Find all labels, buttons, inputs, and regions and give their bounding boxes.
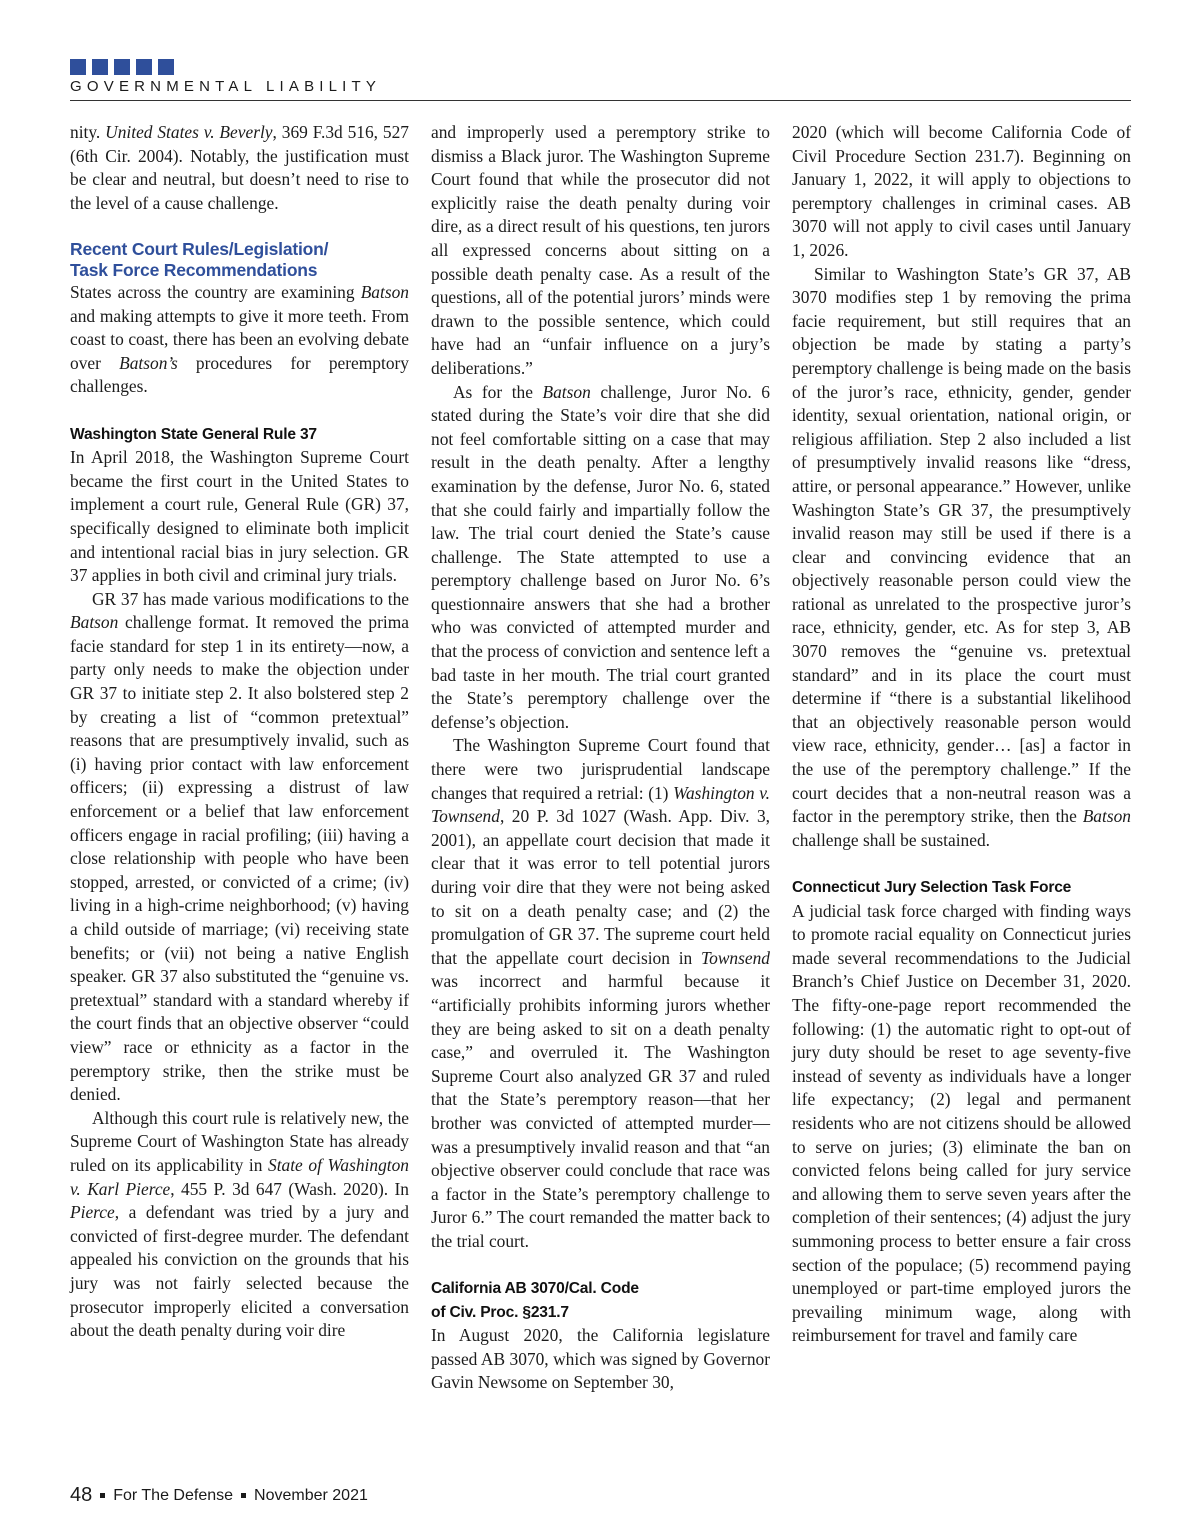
text-run: As for the — [453, 381, 543, 402]
section-marker-squares — [70, 59, 174, 75]
italic-citation: Batson — [542, 381, 591, 402]
paragraph — [792, 121, 1131, 263]
marker-square — [158, 59, 174, 75]
paragraph — [431, 381, 770, 735]
text-run: GR 37 has made various modifications to the — [92, 588, 409, 609]
text-run: , 369 F.3d 516, 527 (6th Cir. 2004). Notably, the justification must be clear and neutral, but doesn’t need to rise to the level of a cause challenge. — [70, 122, 409, 213]
paragraph — [431, 121, 770, 381]
page-footer — [70, 1484, 368, 1507]
heading-california-ab3070: California AB 3070/Cal. Code of Civ. Proc. §231.7 — [431, 1280, 639, 1321]
text-run: States across the country are examining — [70, 281, 361, 302]
paragraph — [70, 446, 409, 588]
marker-square — [70, 59, 86, 75]
heading-recent-court-rules: Recent Court Rules/Legislation/ Task Force Recommendations — [70, 238, 329, 280]
paragraph — [70, 588, 409, 1107]
bullet-separator — [241, 1493, 246, 1498]
text-run: 2020 (which will become California Code of Civil Procedure Section 231.7). Beginning on January 1, 2022, it will apply to objections to peremptory challenges in criminal cases. AB 3070 will not apply to civil cases until January 1, 2026. — [792, 122, 1131, 260]
text-run: challenge, Juror No. 6 stated during the State’s voir dire that she did not feel comfortable sitting on a case that may result in the death penalty. After a lengthy examination by the defense, Juror No. 6, stated that she could fairly and impartially follow the law. The trial court denied the State’s cause challenge. The State attempted to use a peremptory challenge based on Juror No. 6’s questionnaire answers that she had a brother who was convicted of attempted murder and that the process of conviction and sentence left a bad taste in her mouth. The trial court granted the State’s peremptory challenge over the defense’s objection. — [431, 381, 770, 732]
paragraph — [431, 1324, 770, 1395]
heading-connecticut-task-force: Connecticut Jury Selection Task Force — [792, 879, 1072, 896]
text-run: was incorrect and harmful because it “artificially prohibits informing jurors whether they are being asked to sit on a death penalty case,” and overruled it. The Washington Supreme Court also analyzed GR 37 and ruled that the State’s peremptory reason—that her brother was convicted of attempted murder—was a presumptively invalid reason and that “an objective observer could conclude that race was a factor in the State’s peremptory challenge to Juror 6.” The court remanded the matter back to the trial court. — [431, 971, 770, 1251]
paragraph — [70, 281, 409, 399]
text-run: , 455 P. 3d 647 (Wash. 2020). In — [170, 1178, 409, 1199]
issue-date: November 2021 — [254, 1486, 368, 1504]
bullet-separator — [100, 1493, 105, 1498]
section-label: GOVERNMENTAL LIABILITY — [70, 78, 382, 95]
italic-citation: Batson — [70, 612, 119, 633]
text-run: procedures for peremptory challenges. — [70, 352, 409, 397]
text-run: The Washington Supreme Court found that there were two jurisprudential landscape changes that required a retrial: (1) — [431, 735, 770, 803]
text-run: challenge format. It removed the prima facie standard for step 1 in its entirety—now, a party only needs to make the objection under GR 37 to initiate step 2. It also bolstered step 2 by creating a list of “common pretextual” reasons that are presumptively invalid, such as (i) having prior contact with law enforcement officers; (ii) expressing a distrust of law enforcement or a belief that law enforcement officers engage in racial profiling; (iii) having a close relationship with people who have been stopped, arrested, or convicted of a crime; (iv) living in a high-crime neighborhood; (v) having a child outside of marriage; (vi) receiving state benefits; or (vii) not being a native English speaker. GR 37 also substituted the “genuine vs. pretextual” standard with a standard whereby if the court finds that an objective observer “could view” race or ethnicity as a factor in the peremptory strike, then the strike must be denied. — [70, 612, 409, 1105]
paragraph — [70, 121, 409, 215]
italic-citation: Pierce — [70, 1202, 115, 1223]
header-rule — [70, 100, 1131, 101]
marker-square — [136, 59, 152, 75]
text-run: In August 2020, the California legislature passed AB 3070, which was signed by Governor Gavin Newsome on September 30, — [431, 1325, 770, 1393]
italic-citation: Washington v. Townsend — [431, 782, 770, 827]
text-run: and making attempts to give it more teeth. From coast to coast, there has been an evolving debate over — [70, 305, 409, 373]
italic-citation: Batson’s — [119, 352, 178, 373]
italic-citation: Batson — [1082, 806, 1131, 827]
marker-square — [92, 59, 108, 75]
text-run: In April 2018, the Washington Supreme Court became the first court in the United States to implement a court rule, General Rule (GR) 37, specifically designed to eliminate both implicit and intentional racial bias in jury selection. GR 37 applies in both civil and criminal jury trials. — [70, 447, 409, 586]
page-number: 48 — [70, 1484, 93, 1506]
column-3 — [792, 121, 1131, 1348]
italic-citation: United States v. Beverly — [105, 122, 273, 142]
publication-name: For The Defense — [113, 1486, 234, 1504]
paragraph — [70, 1107, 409, 1343]
text-run: , 20 P. 3d 1027 (Wash. App. Div. 3, 2001), an appellate court decision that made it clear that it was error to tell potential jurors during voir dire that they were not being asked to sit on a death penalty case; and (2) the promulgation of GR 37. The supreme court held that the appellate court decision in — [431, 806, 770, 968]
marker-square — [114, 59, 130, 75]
text-run: and improperly used a peremptory strike to dismiss a Black juror. The Washington Supreme Court found that while the prosecutor did not explicitly raise the death penalty during voir dire, as a direct result of his questions, ten jurors all expressed concerns about sitting on a possible death penalty case. As a result of the questions, all of the potential jurors’ minds were drawn to the possible sentence, which could have had an “unfair influence on a jury’s deliberations.” — [431, 122, 770, 378]
paragraph — [431, 734, 770, 1253]
text-run: nity. — [70, 122, 106, 142]
column-1 — [70, 121, 409, 1343]
text-run: challenge shall be sustained. — [792, 829, 990, 850]
heading-washington-gr37: Washington State General Rule 37 — [70, 425, 317, 443]
paragraph — [792, 263, 1131, 853]
text-run: , a defendant was tried by a jury and convicted of first-degree murder. The defendant appealed his conviction on the grounds that his jury was not fairly selected because the prosecutor improperly elicited a conversation about the death penalty during voir dire — [70, 1202, 409, 1341]
italic-citation: Townsend — [701, 947, 770, 968]
text-run: A judicial task force charged with finding ways to promote racial equality on Connecticut juries made several recommendations to the Judicial Branch’s Chief Justice on December 31, 2020. The fifty-one-page report recommended the following: (1) the automatic right to opt-out of jury duty should be reset to age seventy-five instead of seventy as individuals have a longer life expectancy; (2) legal and permanent residents who are not citizens should be allowed to serve on juries; (3) eliminate the ban on convicted felons being called for jury service and allowing them to serve seven years after the completion of their sentences; (4) adjust the jury summoning process to better ensure a fair cross section of the populace; (5) recommend paying unemployed or part-time employed jurors the prevailing minimum wage, along with reimbursement for travel and family care — [792, 900, 1131, 1346]
italic-citation: State of Washington v. Karl Pierce — [70, 1154, 409, 1199]
text-run: Similar to Washington State’s GR 37, AB 3070 modifies step 1 by removing the prima facie requirement, but still requires that an objection be made by stating a party’s peremptory challenge is being made on the basis of the juror’s race, ethnicity, gender, gender identity, sexual orientation, national origin, or religious affiliation. Step 2 also included a list of presumptively invalid reasons like “dress, attire, or personal appearance.” However, unlike Washington State’s GR 37, the presumptively invalid reason may still be used if there is a clear and convincing evidence that an objectively reasonable person could view the rational as unrelated to the prospective juror’s race, ethnicity, gender, etc. As for step 3, AB 3070 removes the “genuine vs. pretextual standard” and in its place the court must determine if “there is a substantial likelihood that an objectively reasonable person would view race, ethnicity, gender… [as] a factor in the use of the peremptory challenge.” If the court decides that a non-neutral reason was a factor in the peremptory strike, then the — [792, 263, 1131, 827]
paragraph — [792, 900, 1131, 1348]
column-2 — [431, 121, 770, 1395]
text-run: Although this court rule is relatively new, the Supreme Court of Washington State has already ruled on its applicability in — [70, 1107, 409, 1175]
italic-citation: Batson — [360, 281, 409, 302]
